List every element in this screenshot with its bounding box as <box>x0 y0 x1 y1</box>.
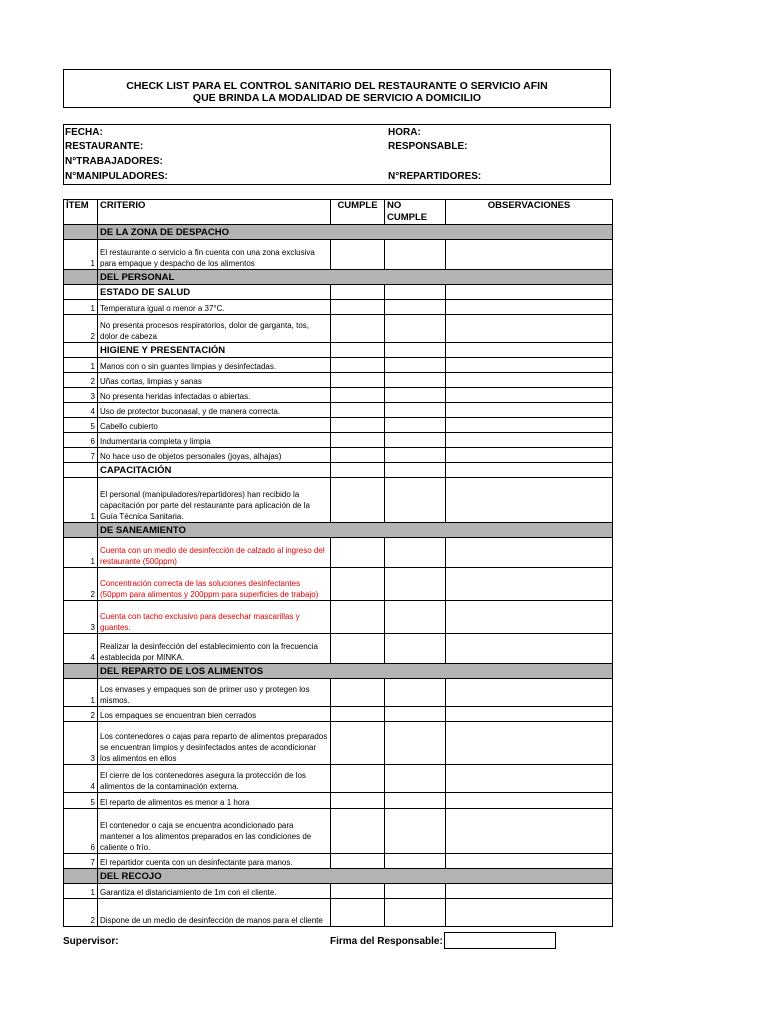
table-row <box>64 809 613 854</box>
manipuladores-label: N°MANIPULADORES: <box>65 171 168 182</box>
criterio-cell: Temperatura igual o menor a 37°C. <box>98 300 331 315</box>
cumple-cell[interactable] <box>331 478 385 523</box>
checklist-table <box>63 199 613 927</box>
criterio-cell: El cierre de los contenedores asegura la protección de los alimentos de la contaminación externa. <box>98 765 331 793</box>
observaciones-cell[interactable] <box>446 601 613 634</box>
cumple-cell[interactable] <box>331 448 385 463</box>
no-cumple-cell[interactable] <box>385 433 446 448</box>
section-row <box>64 270 613 285</box>
no-cumple-cell[interactable] <box>385 722 446 765</box>
subsection-row <box>64 463 613 478</box>
criterio-cell: Los contenedores o cajas para reparto de alimentos preparados se encuentran limpios y desinfectados antes de acondicionar los alimentos en ellos <box>98 722 331 765</box>
table-row <box>64 899 613 927</box>
document-title-line-2: QUE BRINDA LA MODALIDAD DE SERVICIO A DOMICILIO <box>192 92 482 104</box>
observaciones-cell[interactable] <box>446 433 613 448</box>
observaciones-cell[interactable] <box>446 388 613 403</box>
item-number: 6 <box>64 433 98 448</box>
item-number: 2 <box>64 899 98 927</box>
section-despacho: DE LA ZONA DE DESPACHO <box>98 225 613 240</box>
criterio-cell: Los empaques se encuentran bien cerrados <box>98 707 331 722</box>
no-cumple-cell[interactable] <box>385 478 446 523</box>
criterio-cell: Dispone de un medio de desinfección de manos para el cliente <box>98 899 331 927</box>
no-cumple-cell[interactable] <box>385 358 446 373</box>
section-row <box>64 523 613 538</box>
no-cumple-cell[interactable] <box>385 793 446 809</box>
header-item: ÍTEM <box>64 200 98 225</box>
criterio-cell: Realizar la desinfección del establecimiento con la frecuencia establecida por MINKA. <box>98 634 331 664</box>
observaciones-cell[interactable] <box>446 538 613 568</box>
no-cumple-cell[interactable] <box>385 418 446 433</box>
subsection-higiene: HIGIENE Y PRESENTACIÓN <box>98 343 331 358</box>
item-number: 1 <box>64 240 98 270</box>
observaciones-cell[interactable] <box>446 793 613 809</box>
subsection-row <box>64 285 613 300</box>
cumple-cell[interactable] <box>331 793 385 809</box>
cumple-cell[interactable] <box>331 634 385 664</box>
criterio-cell: Cuenta con tacho exclusivo para desechar mascarillas y guantes. <box>98 601 331 634</box>
item-number: 1 <box>64 478 98 523</box>
no-cumple-cell[interactable] <box>385 568 446 601</box>
item-number: 4 <box>64 403 98 418</box>
trabajadores-label: N°TRABAJADORES: <box>65 156 163 167</box>
no-cumple-cell[interactable] <box>385 765 446 793</box>
subsection-salud: ESTADO DE SALUD <box>98 285 331 300</box>
observaciones-cell[interactable] <box>446 315 613 343</box>
table-row <box>64 601 613 634</box>
document-title-box <box>63 69 611 108</box>
cumple-cell[interactable] <box>331 601 385 634</box>
table-row <box>64 300 613 315</box>
criterio-cell: No hace uso de objetos personales (joyas, alhajas) <box>98 448 331 463</box>
cumple-cell[interactable] <box>331 707 385 722</box>
no-cumple-cell[interactable] <box>385 300 446 315</box>
table-row <box>64 478 613 523</box>
observaciones-cell[interactable] <box>446 884 613 899</box>
criterio-cell: Cabello cubierto <box>98 418 331 433</box>
item-number: 5 <box>64 793 98 809</box>
no-cumple-cell[interactable] <box>385 634 446 664</box>
section-personal: DEL PERSONAL <box>98 270 613 285</box>
criterio-cell: Uso de protector buconasal, y de manera correcta. <box>98 403 331 418</box>
no-cumple-cell[interactable] <box>385 538 446 568</box>
no-cumple-cell[interactable] <box>385 388 446 403</box>
item-number: 4 <box>64 634 98 664</box>
criterio-cell: Indumentaria completa y limpia <box>98 433 331 448</box>
observaciones-cell[interactable] <box>446 373 613 388</box>
signature-box[interactable] <box>444 932 556 949</box>
subsection-capacitacion: CAPACITACIÓN <box>98 463 331 478</box>
observaciones-cell[interactable] <box>446 448 613 463</box>
restaurante-label: RESTAURANTE: <box>65 141 144 152</box>
cumple-cell[interactable] <box>331 854 385 869</box>
item-number: 2 <box>64 373 98 388</box>
item-number: 1 <box>64 358 98 373</box>
cumple-cell[interactable] <box>331 809 385 854</box>
no-cumple-cell[interactable] <box>385 601 446 634</box>
section-row <box>64 869 613 884</box>
header-no-cumple: NO CUMPLE <box>385 200 446 225</box>
no-cumple-cell[interactable] <box>385 809 446 854</box>
no-cumple-cell[interactable] <box>385 448 446 463</box>
item-number: 5 <box>64 418 98 433</box>
subsection-row <box>64 343 613 358</box>
no-cumple-cell[interactable] <box>385 240 446 270</box>
no-cumple-cell[interactable] <box>385 884 446 899</box>
cumple-cell[interactable] <box>331 765 385 793</box>
table-row <box>64 765 613 793</box>
criterio-cell: Manos con o sin guantes limpias y desinfectadas. <box>98 358 331 373</box>
table-row <box>64 315 613 343</box>
table-row <box>64 854 613 869</box>
table-row <box>64 722 613 765</box>
item-number: 4 <box>64 765 98 793</box>
fecha-label: FECHA: <box>65 127 103 138</box>
observaciones-cell[interactable] <box>446 854 613 869</box>
table-row <box>64 388 613 403</box>
no-cumple-cell[interactable] <box>385 707 446 722</box>
observaciones-cell[interactable] <box>446 358 613 373</box>
cumple-cell[interactable] <box>331 722 385 765</box>
cumple-cell[interactable] <box>331 300 385 315</box>
observaciones-cell[interactable] <box>446 765 613 793</box>
observaciones-cell[interactable] <box>446 418 613 433</box>
observaciones-cell[interactable] <box>446 634 613 664</box>
criterio-cell: Garantiza el distanciamiento de 1m con el cliente. <box>98 884 331 899</box>
observaciones-cell[interactable] <box>446 899 613 927</box>
item-number: 3 <box>64 388 98 403</box>
criterio-cell: El repartidor cuenta con un desinfectante para manos. <box>98 854 331 869</box>
firma-responsable-label: Firma del Responsable: <box>330 936 443 947</box>
no-cumple-cell[interactable] <box>385 373 446 388</box>
cumple-cell[interactable] <box>331 884 385 899</box>
item-number: 7 <box>64 448 98 463</box>
table-header-row <box>64 200 613 225</box>
header-cumple: CUMPLE <box>331 200 385 225</box>
observaciones-cell[interactable] <box>446 300 613 315</box>
item-number: 2 <box>64 707 98 722</box>
table-row <box>64 433 613 448</box>
cumple-cell[interactable] <box>331 240 385 270</box>
criterio-cell: El restaurante o servicio a fin cuenta con una zona exclusiva para empaque y despacho de los alimentos <box>98 240 331 270</box>
criterio-cell: No presenta procesos respiratorios, dolor de garganta, tos, dolor de cabeza <box>98 315 331 343</box>
supervisor-label: Supervisor: <box>63 936 119 947</box>
criterio-cell: Concentración correcta de las soluciones desinfectantes (50ppm para alimentos y 200ppm para superficies de trabajo) <box>98 568 331 601</box>
observaciones-cell[interactable] <box>446 568 613 601</box>
criterio-cell: El reparto de alimentos es menor a 1 hora <box>98 793 331 809</box>
table-row <box>64 707 613 722</box>
criterio-cell: Cuenta con un medio de desinfección de calzado al ingreso del restaurante (500ppm) <box>98 538 331 568</box>
repartidores-label: N°REPARTIDORES: <box>388 171 482 182</box>
no-cumple-cell[interactable] <box>385 403 446 418</box>
table-row <box>64 373 613 388</box>
section-row <box>64 664 613 679</box>
cumple-cell[interactable] <box>331 433 385 448</box>
criterio-cell: El contenedor o caja se encuentra acondicionado para mantener a los alimentos preparados en las condiciones de caliente o frío. <box>98 809 331 854</box>
criterio-cell: Los envases y empaques son de primer uso y protegen los mismos. <box>98 679 331 707</box>
criterio-cell: Uñas cortas, limpias y sanas <box>98 373 331 388</box>
table-row <box>64 448 613 463</box>
item-number: 3 <box>64 601 98 634</box>
cumple-cell[interactable] <box>331 373 385 388</box>
item-number: 1 <box>64 538 98 568</box>
table-row <box>64 403 613 418</box>
hora-label: HORA: <box>388 127 421 138</box>
table-row <box>64 884 613 899</box>
cumple-cell[interactable] <box>331 358 385 373</box>
cumple-cell[interactable] <box>331 388 385 403</box>
observaciones-cell[interactable] <box>446 403 613 418</box>
header-criterio: CRITERIO <box>98 200 331 225</box>
cumple-cell[interactable] <box>331 568 385 601</box>
item-number: 2 <box>64 568 98 601</box>
section-recojo: DEL RECOJO <box>98 869 613 884</box>
section-saneamiento: DE SANEAMIENTO <box>98 523 613 538</box>
criterio-cell: No presenta heridas infectadas o abiertas. <box>98 388 331 403</box>
item-number: 7 <box>64 854 98 869</box>
table-row <box>64 358 613 373</box>
no-cumple-cell[interactable] <box>385 679 446 707</box>
item-number: 6 <box>64 809 98 854</box>
item-number: 2 <box>64 315 98 343</box>
cumple-cell[interactable] <box>331 538 385 568</box>
no-cumple-cell[interactable] <box>385 854 446 869</box>
section-row <box>64 225 613 240</box>
item-number: 3 <box>64 722 98 765</box>
table-row <box>64 793 613 809</box>
header-observaciones: OBSERVACIONES <box>446 200 613 225</box>
table-row <box>64 538 613 568</box>
observaciones-cell[interactable] <box>446 722 613 765</box>
cumple-cell[interactable] <box>331 403 385 418</box>
observaciones-cell[interactable] <box>446 679 613 707</box>
cumple-cell[interactable] <box>331 899 385 927</box>
table-row <box>64 240 613 270</box>
responsable-label: RESPONSABLE: <box>388 141 468 152</box>
info-box <box>63 124 611 185</box>
cumple-cell[interactable] <box>331 315 385 343</box>
item-number: 1 <box>64 300 98 315</box>
observaciones-cell[interactable] <box>446 478 613 523</box>
table-row <box>64 418 613 433</box>
cumple-cell[interactable] <box>331 418 385 433</box>
table-row <box>64 568 613 601</box>
item-number: 1 <box>64 679 98 707</box>
section-reparto: DEL REPARTO DE LOS ALIMENTOS <box>98 664 613 679</box>
criterio-cell: El personal (manipuladores/repartidores) han recibido la capacitación por parte del restaurante para aplicación de la Guía Técnica Sanitaria. <box>98 478 331 523</box>
cumple-cell[interactable] <box>331 679 385 707</box>
observaciones-cell[interactable] <box>446 707 613 722</box>
no-cumple-cell[interactable] <box>385 899 446 927</box>
table-row <box>64 634 613 664</box>
document-title-line-1: CHECK LIST PARA EL CONTROL SANITARIO DEL RESTAURANTE O SERVICIO AFIN <box>126 80 548 92</box>
item-number: 1 <box>64 884 98 899</box>
observaciones-cell[interactable] <box>446 809 613 854</box>
observaciones-cell[interactable] <box>446 240 613 270</box>
table-row <box>64 679 613 707</box>
no-cumple-cell[interactable] <box>385 315 446 343</box>
